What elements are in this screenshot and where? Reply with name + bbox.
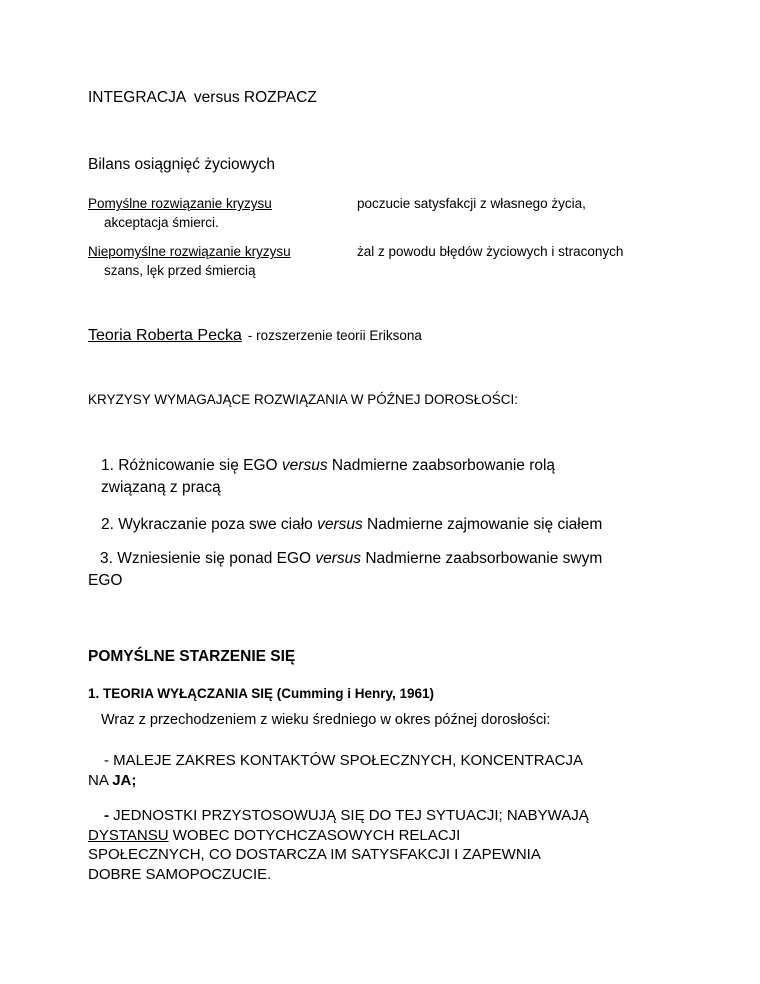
- dash-bold: -: [104, 807, 109, 824]
- paragraph-line: SPOŁECZNYCH, CO DOSTARCZA IM SATYSFAKCJI I ZAPEWNIA: [88, 846, 541, 863]
- balance-row-line: [88, 194, 708, 213]
- crisis-item-line: EGO: [88, 572, 123, 589]
- crisis-text: 1. Różnicowanie się EGO: [101, 457, 282, 474]
- paragraph-text: JEDNOSTKI PRZYSTOSOWUJĄ SIĘ DO TEJ SYTUACJI; NABYWAJĄ: [109, 807, 589, 824]
- pecka-theory-name: Teoria Roberta Pecka: [88, 327, 242, 344]
- versus-italic: versus: [281, 457, 328, 474]
- paragraph-line: [88, 771, 583, 791]
- disengagement-theory-heading: 1. TEORIA WYŁĄCZANIA SIĘ (Cumming i Henry, 1961): [88, 686, 435, 701]
- crisis-item-line: [101, 455, 555, 477]
- balance-heading: Bilans osiągnięć życiowych: [88, 156, 275, 173]
- crisis-text: 3. Wzniesienie się ponad EGO: [100, 550, 316, 567]
- versus-italic: versus: [315, 550, 362, 567]
- paragraph-maleje: [88, 751, 583, 791]
- paragraph-line: - MALEJE ZAKRES KONTAKTÓW SPOŁECZNYCH, KONCENTRACJA: [104, 752, 583, 769]
- crisis-resolution-term: Niepomyślne rozwiązanie kryzysu: [88, 244, 291, 259]
- successful-aging-heading: POMYŚLNE STARZENIE SIĘ: [88, 648, 296, 665]
- paragraph-jednostki: [88, 806, 589, 884]
- crisis-item-line: związaną z pracą: [101, 479, 221, 496]
- crisis-resolution-term: Pomyślne rozwiązanie kryzysu: [88, 196, 272, 211]
- dystansu-underlined: DYSTANSU: [88, 826, 169, 844]
- row-continuation: akceptacja śmierci.: [104, 215, 219, 230]
- paragraph-text: WOBEC DOTYCHCZASOWYCH RELACJI: [168, 826, 461, 844]
- balance-row-negative: [88, 242, 708, 280]
- intro-paragraph: Wraz z przechodzeniem z wieku średniego w okres późnej dorosłości:: [101, 712, 551, 728]
- crisis-item-2: [101, 514, 602, 536]
- pecka-theory-heading: [88, 327, 422, 345]
- crisis-text: Nadmierne zaabsorbowanie rolą: [327, 457, 556, 474]
- crisis-text: Nadmierne zajmowanie się ciałem: [362, 516, 603, 533]
- paragraph-line: [88, 826, 589, 846]
- row-description: żal z powodu błędów życiowych i straconych: [357, 244, 624, 259]
- crisis-item-1: [101, 455, 555, 499]
- row-continuation: szans, lęk przed śmiercią: [104, 263, 256, 278]
- versus-italic: versus: [317, 516, 363, 533]
- crisis-item-line: [88, 548, 602, 570]
- paragraph-line: [88, 806, 589, 826]
- balance-row-positive: [88, 194, 708, 232]
- paragraph-line: DOBRE SAMOPOCZUCIE.: [88, 865, 272, 883]
- crisis-text: Nadmierne zaabsorbowanie swym: [361, 550, 603, 567]
- row-description: poczucie satysfakcji z własnego życia,: [357, 196, 586, 211]
- ja-bold: JA;: [112, 772, 137, 789]
- paragraph-text: NA: [88, 772, 113, 789]
- pecka-theory-subtitle: - rozszerzenie teorii Eriksona: [247, 328, 422, 343]
- doc-title: INTEGRACJA versus ROZPACZ: [88, 89, 317, 106]
- crisis-item-line: [101, 514, 602, 536]
- balance-row-line: [88, 242, 708, 261]
- crisis-text: 2. Wykraczanie poza swe ciało: [101, 516, 318, 533]
- crisis-item-3: [88, 548, 602, 592]
- crises-heading: KRYZYSY WYMAGAJĄCE ROZWIĄZANIA W PÓŹNEJ DOROSŁOŚCI:: [88, 392, 519, 407]
